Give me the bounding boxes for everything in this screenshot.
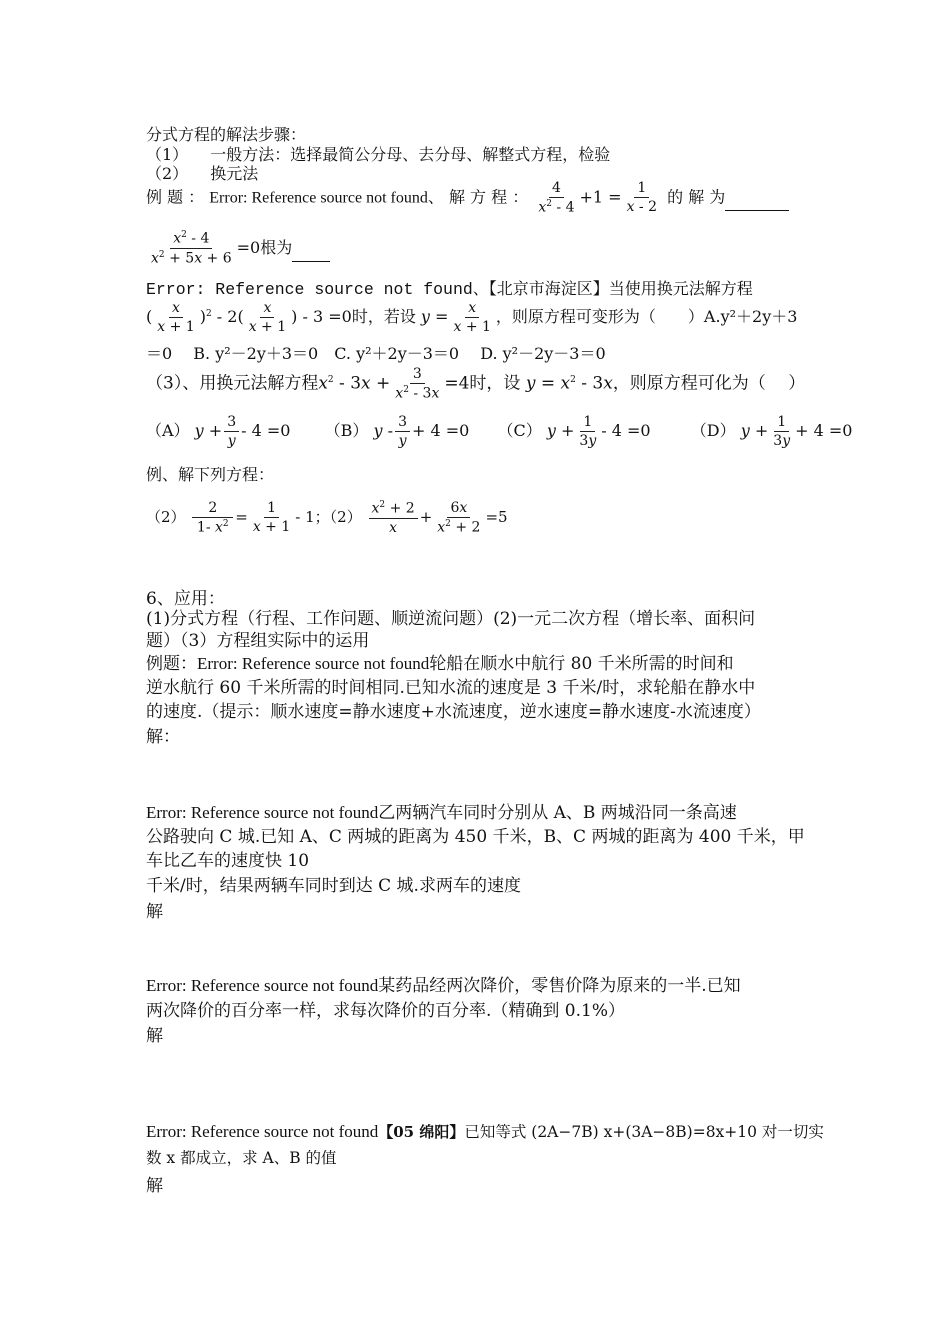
example2-mid: 时，若设 <box>351 307 416 327</box>
example4-p1: （2） <box>146 507 186 526</box>
example3-fraction: $\frac{3}{x^2 - 3x}$ <box>395 366 440 402</box>
problem2-error: Error: Reference source not found <box>146 803 379 822</box>
example1-root-line <box>146 230 330 267</box>
problem2-line2: 公路驶向 C 城.已知 A、C 两城的距离为 450 千米，B、C 两城的距离为 400 千米，甲 <box>146 827 805 847</box>
example3-optC-expr: y + $\frac{1}{3y}$ - 4 =0 <box>546 414 651 450</box>
problem1-line2: 逆水航行 60 千米所需的时间相同.已知水流的速度是 3 千米/时，求轮船在静水中 <box>146 678 756 698</box>
example2-line1 <box>146 276 753 299</box>
example2-fraction-1: $\frac{x}{x + 1}$ <box>157 300 195 336</box>
example1-fraction-right: $\frac{1}{x - 2}$ <box>626 180 658 216</box>
example4-eq1-right: $\frac{1}{x + 1}$ <box>252 500 291 536</box>
problem2-text1: 乙两辆汽车同时分别从 A、B 两城沿同一条高速 <box>378 803 737 823</box>
example3-optA-label: （A） <box>146 421 190 441</box>
problem4-text1: 已知等式 (2A−7B) x+(3A−8B)=8x+10 对一切实 <box>464 1123 824 1141</box>
example1-answer-blank[interactable] <box>725 209 789 211</box>
example2-line2: ( $\frac{x}{x + 1}$ )$^2$ - 2( $\frac{x}{x + 1}$ ) - 3 =0时，若设 y = $\frac{x}{x + 1}$ ，则原方程可变形为（ ）A.y²＋2y＋3 <box>146 300 798 336</box>
example2-error: Error: Reference source not found <box>146 280 473 299</box>
problem1-error: 例题：Error: Reference source not found <box>146 654 430 673</box>
problem3-error: Error: Reference source not found <box>146 976 379 995</box>
problem1-text1: 轮船在顺水中航行 80 千米所需的时间和 <box>429 654 734 674</box>
steps-item-2-text: 换元法 <box>210 164 259 183</box>
example3-mid: =4时，设 <box>444 373 521 394</box>
problem4-source: 【05 绵阳】 <box>378 1123 465 1141</box>
example4-equations: （2） $\frac{2}{1- x^2}$ = $\frac{1}{x + 1}$ - 1；（2） $\frac{x^2 + 2}{x}$ + $\frac{6x}{x^2 + 2}$ =5 <box>146 500 508 536</box>
problem2-answer: 解 <box>146 902 163 922</box>
problem1-line1 <box>146 649 734 674</box>
example3-optB-expr: y - $\frac{3}{y}$ + 4 =0 <box>373 414 470 450</box>
problem3-text1: 某药品经两次降价，零售价降为原来的一半.已知 <box>378 976 741 996</box>
problem1-line3: 的速度.（提示：顺水速度=静水速度+水流速度，逆水速度=静水速度-水流速度） <box>146 702 761 722</box>
example3-optC-label: （C） <box>497 421 542 441</box>
example1-fraction-left: $\frac{4}{x^2 - 4}$ <box>538 180 575 216</box>
problem2-line1 <box>146 798 737 823</box>
example2-optA: y²＋2y＋3 <box>720 307 798 327</box>
example2-after: ，则原方程可变形为（ ）A. <box>495 307 721 327</box>
example4-eq2-left: $\frac{x^2 + 2}{x}$ <box>369 500 418 536</box>
example4-eq2-right: $\frac{6x}{x^2 + 2}$ <box>437 500 481 536</box>
example1-error: Error: Reference source not found <box>209 189 428 207</box>
example3-optA-expr: y + $\frac{3}{y}$ - 4 =0 <box>194 414 291 450</box>
example2-fraction-2: $\frac{x}{x + 1}$ <box>248 300 287 336</box>
problem4-line1 <box>146 1120 824 1142</box>
example4-eq1-left: $\frac{2}{1- x^2}$ <box>192 500 233 536</box>
example3-options <box>146 414 852 449</box>
application-title: 6、应用： <box>146 589 225 609</box>
example1-root-label: =0根为 <box>236 237 293 257</box>
example1-sep: 、 解 方 程 ： <box>427 187 529 207</box>
problem3-line2: 两次降价的百分率一样，求每次降价的百分率.（精确到 0.1%） <box>146 1001 625 1021</box>
example3-after: ，则原方程可化为（ ） <box>612 373 806 394</box>
example1-root-blank[interactable] <box>292 260 330 262</box>
application-line2: 题）（3）方程组实际中的运用 <box>146 631 370 651</box>
example3-prefix: （3）、用换元法解方程 <box>146 373 319 394</box>
example1-root-fraction: $\frac{x^2 - 4}{x^2 + 5x + 6}$ <box>151 230 232 267</box>
example4-title: 例、解下列方程： <box>146 465 275 484</box>
example2-line3: ＝0 B. y²－2y＋3＝0 C. y²＋2y－3＝0 D. y²－2y－3＝0 <box>146 344 606 363</box>
example1-prefix: 例 题 ： <box>146 187 205 207</box>
problem1-answer: 解： <box>146 727 180 747</box>
example3-line1: （3）、用换元法解方程$x^2 - 3x$ + $\frac{3}{x^2 - 3x}$ =4时，设 $y = x^2 - 3x$，则原方程可化为（ ） <box>146 366 806 402</box>
steps-item-1-num: （1） <box>146 145 189 164</box>
problem3-line1 <box>146 971 741 996</box>
problem2-line3: 车比乙车的速度快 10 <box>146 851 310 871</box>
problem2-line4: 千米/时，结果两辆车同时到达 C 城.求两车的速度 <box>146 876 521 896</box>
example2-fraction-3: $\frac{x}{x + 1}$ <box>453 300 491 336</box>
example3-optD-label: （D） <box>690 421 736 441</box>
steps-item-1-text: 一般方法：选择最简公分母、去分母、解整式方程，检验 <box>210 145 611 164</box>
example4-sep: ；（2） <box>314 507 362 526</box>
example2-source: 、【北京市海淀区】当使用换元法解方程 <box>472 279 753 298</box>
example1-line: 例 题 ： Error: Reference source not found、 解 方 程 ： $\frac{4}{x^2 - 4}$ +1 = $\frac{1}{x - 2}$ 的 解 为 <box>146 180 789 216</box>
problem3-answer: 解 <box>146 1026 163 1046</box>
application-line1: (1)分式方程（行程、工作问题、顺逆流问题）(2)一元二次方程（增长率、面积问 <box>146 609 756 629</box>
problem4-error: Error: Reference source not found <box>146 1122 379 1141</box>
steps-title: 分式方程的解法步骤： <box>146 125 307 144</box>
problem4-answer: 解 <box>146 1176 163 1196</box>
steps-item-2-num: （2） <box>146 164 189 183</box>
example1-suffix: 的 解 为 <box>667 187 726 207</box>
example3-optB-label: （B） <box>324 421 369 441</box>
example3-optD-expr: y + $\frac{1}{3y}$ + 4 =0 <box>740 414 853 450</box>
problem4-line2: 数 x 都成立，求 A、B 的值 <box>146 1149 337 1167</box>
